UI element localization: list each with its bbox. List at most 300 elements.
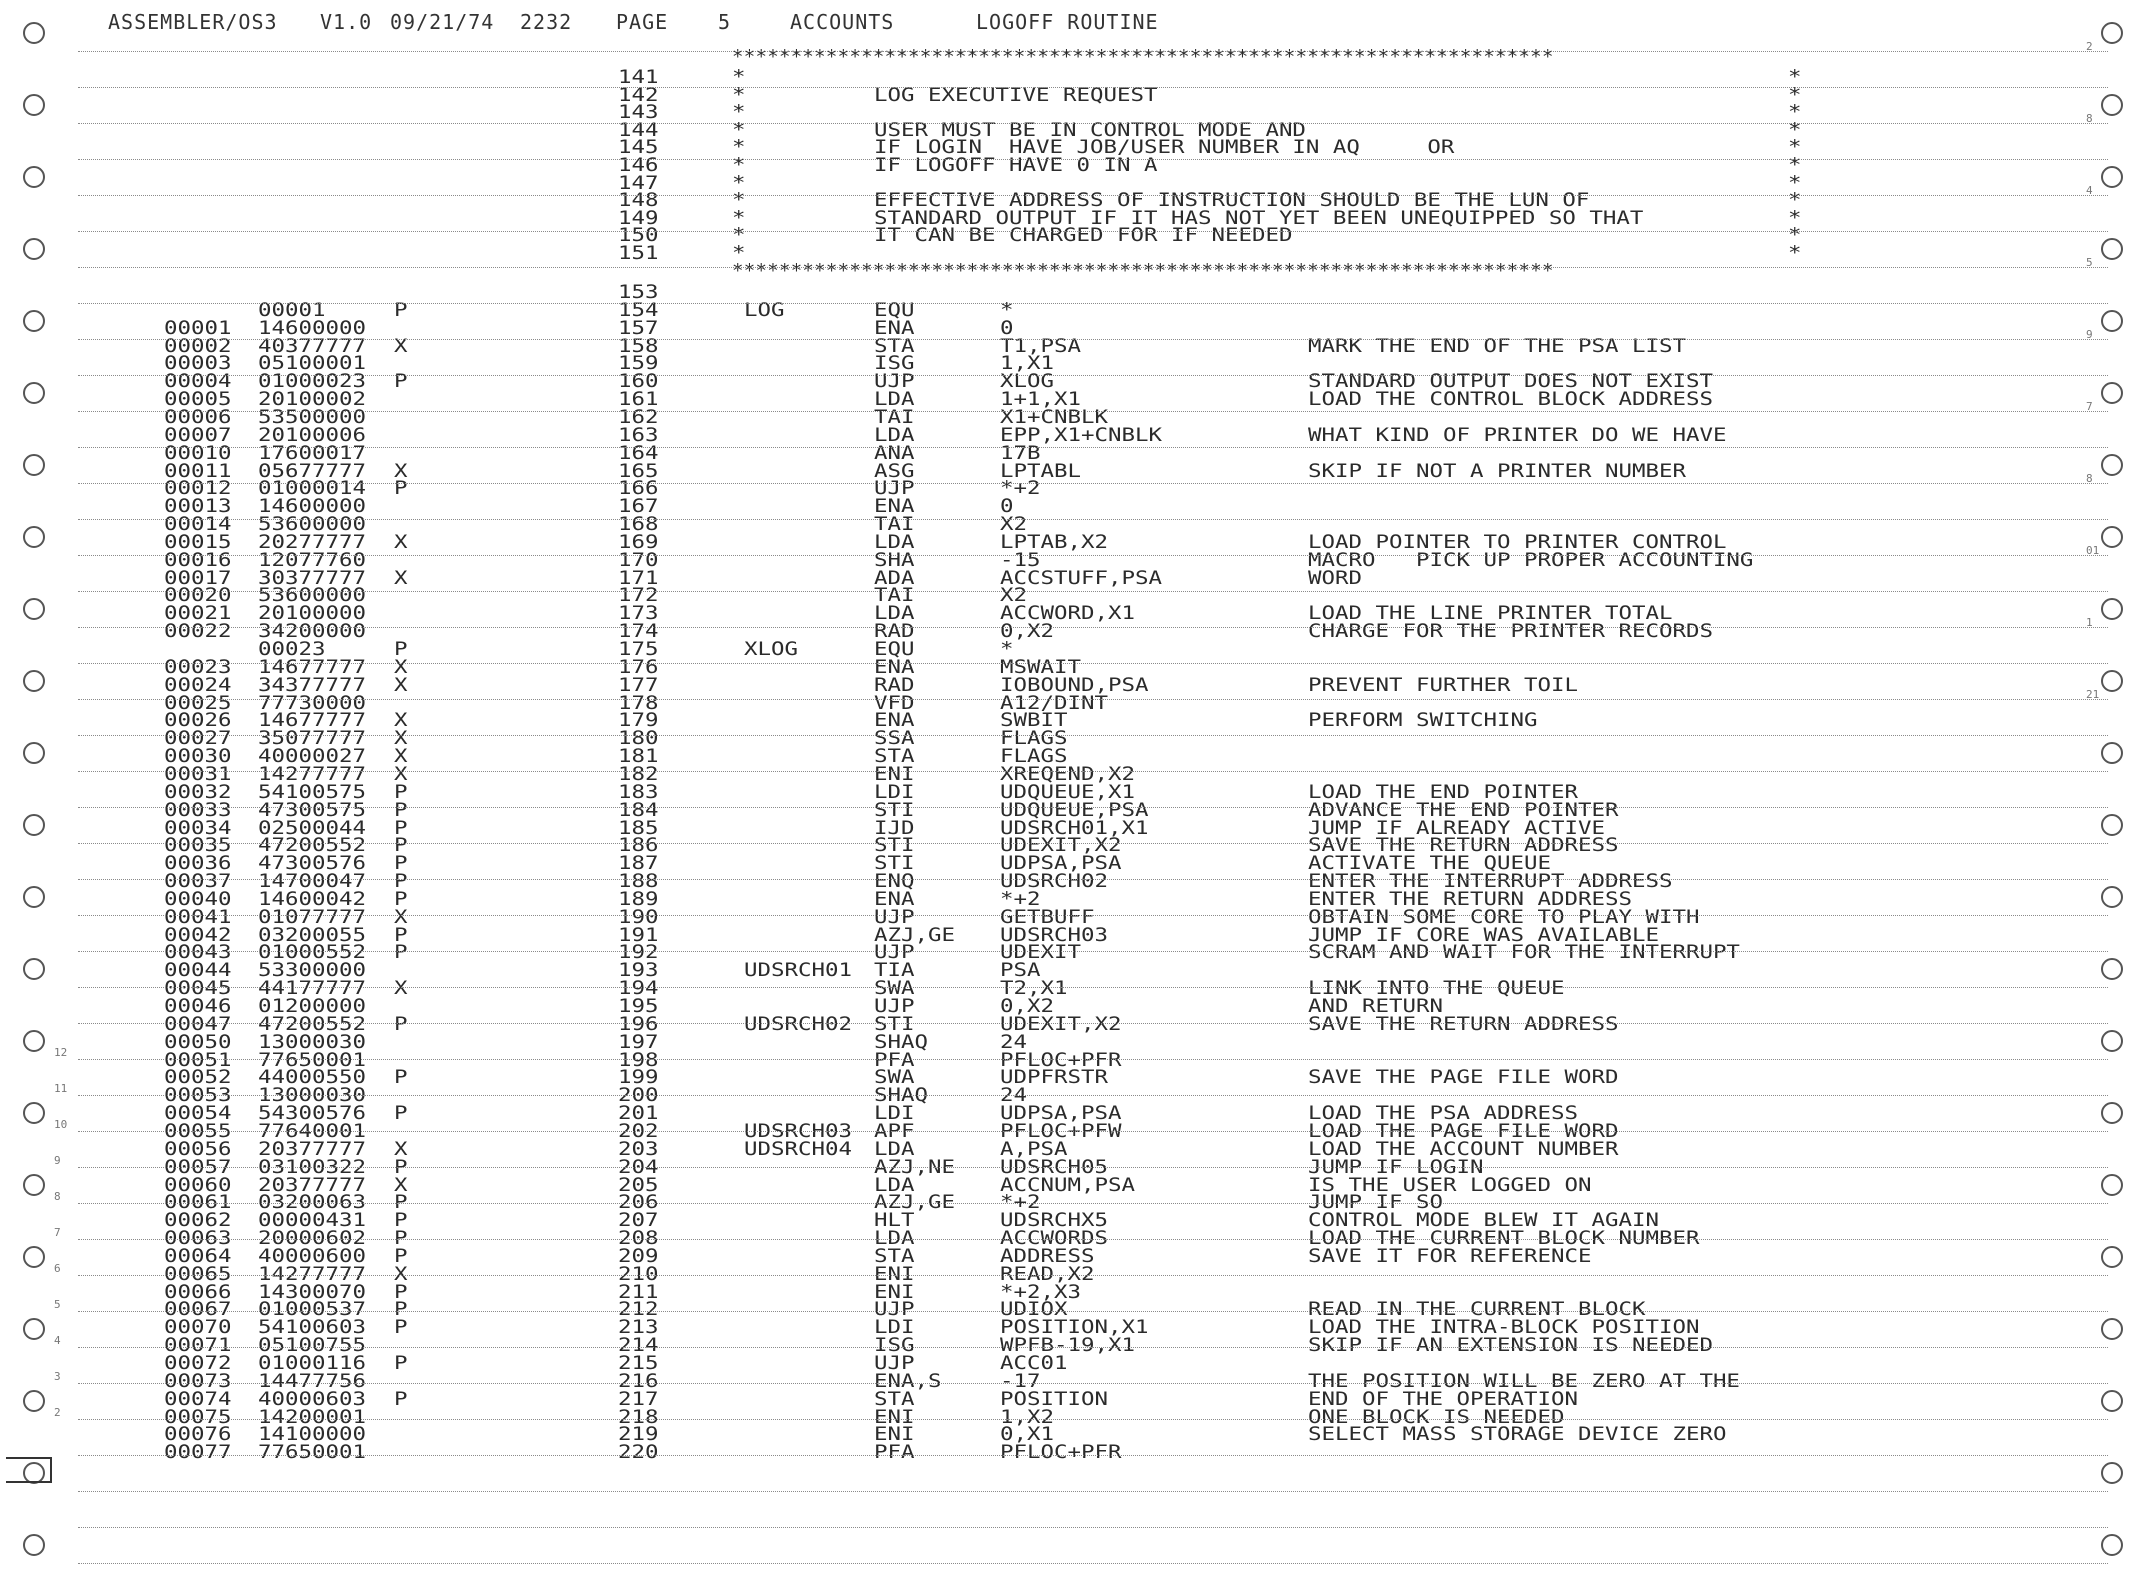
fold-guide-line bbox=[78, 627, 2108, 628]
comment: IS THE USER LOGGED ON bbox=[1308, 1174, 1592, 1196]
relocation-flag: P bbox=[394, 1013, 408, 1035]
line-number: 217 bbox=[618, 1388, 659, 1410]
object-code: 01000552 bbox=[258, 941, 366, 963]
line-number: 207 bbox=[618, 1209, 659, 1231]
line-number: 179 bbox=[618, 709, 659, 731]
relocation-flag: P bbox=[394, 1156, 408, 1178]
line-number: 165 bbox=[618, 460, 659, 482]
operand: UDEXIT,X2 bbox=[1000, 1013, 1122, 1035]
feed-hole bbox=[23, 1174, 45, 1196]
opcode: LDI bbox=[874, 781, 915, 803]
operand: XREQEND,X2 bbox=[1000, 763, 1135, 785]
line-number: 181 bbox=[618, 745, 659, 767]
line-number: 147 bbox=[618, 172, 659, 194]
assembler-version: V1.0 bbox=[320, 10, 373, 34]
opcode: ENA bbox=[874, 495, 915, 517]
operand: UDSRCH02 bbox=[1000, 870, 1108, 892]
location-counter: 00047 bbox=[164, 1013, 232, 1035]
object-code: 05677777 bbox=[258, 460, 366, 482]
right-margin-number: 8 bbox=[2086, 472, 2093, 485]
feed-hole bbox=[2101, 94, 2123, 116]
line-number: 162 bbox=[618, 406, 659, 428]
location-counter: 00054 bbox=[164, 1102, 232, 1124]
line-number: 177 bbox=[618, 674, 659, 696]
comment: JUMP IF SO bbox=[1308, 1191, 1443, 1213]
location-counter: 00073 bbox=[164, 1370, 232, 1392]
operand: LPTABL bbox=[1000, 460, 1081, 482]
comment: OBTAIN SOME CORE TO PLAY WITH bbox=[1308, 906, 1700, 928]
comment: SCRAM AND WAIT FOR THE INTERRUPT bbox=[1308, 941, 1740, 963]
opcode: UJP bbox=[874, 1298, 915, 1320]
comment: SELECT MASS STORAGE DEVICE ZERO bbox=[1308, 1423, 1727, 1445]
relocation-flag: X bbox=[394, 977, 408, 999]
line-number: 184 bbox=[618, 799, 659, 821]
opcode: SSA bbox=[874, 727, 915, 749]
line-number: 198 bbox=[618, 1049, 659, 1071]
object-code: 20000602 bbox=[258, 1227, 366, 1249]
object-code: 01200000 bbox=[258, 995, 366, 1017]
fold-guide-line bbox=[78, 375, 2108, 376]
line-number: 204 bbox=[618, 1156, 659, 1178]
fold-guide-line bbox=[78, 1455, 2108, 1456]
object-code: 05100001 bbox=[258, 352, 366, 374]
program-name: ACCOUNTS bbox=[790, 10, 895, 34]
location-counter: 00040 bbox=[164, 888, 232, 910]
fold-guide-line bbox=[78, 1095, 2108, 1096]
object-code: 40377777 bbox=[258, 335, 366, 357]
box-left-star: * bbox=[732, 172, 746, 194]
fold-guide-line bbox=[78, 1491, 2108, 1492]
location-counter: 00061 bbox=[164, 1191, 232, 1213]
line-number: 153 bbox=[618, 281, 659, 303]
object-code: 20377777 bbox=[258, 1174, 366, 1196]
operand: 0,X1 bbox=[1000, 1423, 1055, 1445]
box-left-star: * bbox=[732, 207, 746, 229]
relocation-flag: P bbox=[394, 370, 408, 392]
feed-hole bbox=[2101, 310, 2123, 332]
opcode: ANA bbox=[874, 442, 915, 464]
location-counter: 00014 bbox=[164, 513, 232, 535]
fold-guide-line bbox=[78, 1239, 2108, 1240]
box-right-star: * bbox=[1788, 66, 1802, 88]
opcode: LDA bbox=[874, 424, 915, 446]
object-code: 05100755 bbox=[258, 1334, 366, 1356]
operand: UDPFRSTR bbox=[1000, 1066, 1108, 1088]
feed-hole bbox=[2101, 454, 2123, 476]
routine-title: LOGOFF ROUTINE bbox=[976, 10, 1159, 34]
operand: LPTAB,X2 bbox=[1000, 531, 1108, 553]
source-label: UDSRCH02 bbox=[744, 1013, 852, 1035]
comment: WORD bbox=[1308, 567, 1363, 589]
feed-hole bbox=[2101, 166, 2123, 188]
line-number: 209 bbox=[618, 1245, 659, 1267]
feed-hole bbox=[23, 886, 45, 908]
object-code: 34200000 bbox=[258, 620, 366, 642]
comment: LOAD THE INTRA-BLOCK POSITION bbox=[1308, 1316, 1700, 1338]
object-code: 14477756 bbox=[258, 1370, 366, 1392]
operand: UDEXIT bbox=[1000, 941, 1081, 963]
line-number: 197 bbox=[618, 1031, 659, 1053]
object-code: 53600000 bbox=[258, 584, 366, 606]
object-code: 77730000 bbox=[258, 692, 366, 714]
relocation-flag: P bbox=[394, 870, 408, 892]
opcode: LDI bbox=[874, 1316, 915, 1338]
opcode: STA bbox=[874, 335, 915, 357]
feed-hole bbox=[2101, 1318, 2123, 1340]
location-counter: 00041 bbox=[164, 906, 232, 928]
location-counter: 00036 bbox=[164, 852, 232, 874]
relocation-flag: X bbox=[394, 567, 408, 589]
box-right-star: * bbox=[1788, 224, 1802, 246]
object-code: 35077777 bbox=[258, 727, 366, 749]
object-code: 01000537 bbox=[258, 1298, 366, 1320]
opcode: LDA bbox=[874, 531, 915, 553]
opcode: TAI bbox=[874, 406, 915, 428]
box-right-star: * bbox=[1788, 172, 1802, 194]
line-number: 220 bbox=[618, 1441, 659, 1463]
relocation-flag: X bbox=[394, 1138, 408, 1160]
object-code: 14200001 bbox=[258, 1406, 366, 1428]
left-margin-number: 6 bbox=[54, 1262, 61, 1275]
relocation-flag: P bbox=[394, 1102, 408, 1124]
opcode: ISG bbox=[874, 352, 915, 374]
comment: ACTIVATE THE QUEUE bbox=[1308, 852, 1551, 874]
location-counter: 00072 bbox=[164, 1352, 232, 1374]
fold-guide-line bbox=[78, 591, 2108, 592]
fold-guide-line bbox=[78, 1419, 2108, 1420]
line-number: 160 bbox=[618, 370, 659, 392]
relocation-flag: X bbox=[394, 763, 408, 785]
opcode: ENA bbox=[874, 656, 915, 678]
comment: MARK THE END OF THE PSA LIST bbox=[1308, 335, 1686, 357]
operand: XLOG bbox=[1000, 370, 1055, 392]
opcode: LDA bbox=[874, 1138, 915, 1160]
comment: THE POSITION WILL BE ZERO AT THE bbox=[1308, 1370, 1740, 1392]
operand: *+2,X3 bbox=[1000, 1281, 1081, 1303]
operand: UDSRCH05 bbox=[1000, 1156, 1108, 1178]
line-number: 151 bbox=[618, 242, 659, 264]
line-number: 175 bbox=[618, 638, 659, 660]
location-counter: 00052 bbox=[164, 1066, 232, 1088]
comment: LOAD THE LINE PRINTER TOTAL bbox=[1308, 602, 1673, 624]
location-counter: 00031 bbox=[164, 763, 232, 785]
location-counter: 00042 bbox=[164, 924, 232, 946]
location-counter: 00032 bbox=[164, 781, 232, 803]
comment: LOAD THE CURRENT BLOCK NUMBER bbox=[1308, 1227, 1700, 1249]
object-code: 01077777 bbox=[258, 906, 366, 928]
operand: POSITION,X1 bbox=[1000, 1316, 1149, 1338]
location-counter: 00071 bbox=[164, 1334, 232, 1356]
relocation-flag: P bbox=[394, 888, 408, 910]
tear-marker bbox=[6, 1457, 52, 1483]
operand: 17B bbox=[1000, 442, 1041, 464]
feed-hole bbox=[2101, 238, 2123, 260]
opcode: LDA bbox=[874, 1174, 915, 1196]
source-label: LOG bbox=[744, 299, 785, 321]
opcode: ASG bbox=[874, 460, 915, 482]
operand: X2 bbox=[1000, 584, 1028, 606]
location-counter: 00012 bbox=[164, 477, 232, 499]
feed-hole bbox=[23, 958, 45, 980]
opcode: RAD bbox=[874, 620, 915, 642]
opcode: IJD bbox=[874, 817, 915, 839]
line-number: 200 bbox=[618, 1084, 659, 1106]
location-counter: 00033 bbox=[164, 799, 232, 821]
relocation-flag: P bbox=[394, 852, 408, 874]
opcode: UJP bbox=[874, 477, 915, 499]
operand: MSWAIT bbox=[1000, 656, 1081, 678]
relocation-flag: P bbox=[394, 1066, 408, 1088]
object-code: 01000014 bbox=[258, 477, 366, 499]
object-code: 54100575 bbox=[258, 781, 366, 803]
source-label: XLOG bbox=[744, 638, 799, 660]
fold-guide-line bbox=[78, 483, 2108, 484]
feed-hole bbox=[2101, 526, 2123, 548]
line-number: 164 bbox=[618, 442, 659, 464]
object-code: 02500044 bbox=[258, 817, 366, 839]
line-number: 187 bbox=[618, 852, 659, 874]
feed-hole bbox=[23, 22, 45, 44]
location-counter: 00044 bbox=[164, 959, 232, 981]
relocation-flag: P bbox=[394, 299, 408, 321]
location-counter: 00063 bbox=[164, 1227, 232, 1249]
operand: IOBOUND,PSA bbox=[1000, 674, 1149, 696]
comment: SAVE THE PAGE FILE WORD bbox=[1308, 1066, 1619, 1088]
left-margin-number: 10 bbox=[54, 1118, 68, 1131]
location-counter: 00015 bbox=[164, 531, 232, 553]
comment: ADVANCE THE END POINTER bbox=[1308, 799, 1619, 821]
location-counter: 00051 bbox=[164, 1049, 232, 1071]
object-code: 54100603 bbox=[258, 1316, 366, 1338]
fold-guide-line bbox=[78, 1059, 2108, 1060]
fold-guide-line bbox=[78, 663, 2108, 664]
object-code: 14300070 bbox=[258, 1281, 366, 1303]
relocation-flag: P bbox=[394, 1316, 408, 1338]
operand: -15 bbox=[1000, 549, 1041, 571]
feed-hole bbox=[23, 670, 45, 692]
operand: FLAGS bbox=[1000, 745, 1068, 767]
comment: SAVE THE RETURN ADDRESS bbox=[1308, 834, 1619, 856]
left-margin-number: 5 bbox=[54, 1298, 61, 1311]
feed-hole bbox=[23, 382, 45, 404]
location-counter: 00021 bbox=[164, 602, 232, 624]
operand: ACCWORDS bbox=[1000, 1227, 1108, 1249]
opcode: AZJ,GE bbox=[874, 924, 955, 946]
fold-guide-line bbox=[78, 303, 2108, 304]
line-number: 202 bbox=[618, 1120, 659, 1142]
feed-hole bbox=[2101, 1246, 2123, 1268]
object-code: 01000116 bbox=[258, 1352, 366, 1374]
location-counter: 00057 bbox=[164, 1156, 232, 1178]
line-number: 201 bbox=[618, 1102, 659, 1124]
relocation-flag: P bbox=[394, 817, 408, 839]
comment: JUMP IF ALREADY ACTIVE bbox=[1308, 817, 1605, 839]
line-number: 183 bbox=[618, 781, 659, 803]
relocation-flag: P bbox=[394, 834, 408, 856]
opcode: EQU bbox=[874, 299, 915, 321]
location-counter: 00006 bbox=[164, 406, 232, 428]
opcode: STI bbox=[874, 834, 915, 856]
opcode: STI bbox=[874, 799, 915, 821]
object-code: 20277777 bbox=[258, 531, 366, 553]
line-number: 180 bbox=[618, 727, 659, 749]
line-number: 194 bbox=[618, 977, 659, 999]
location-counter: 00076 bbox=[164, 1423, 232, 1445]
fold-guide-line bbox=[78, 1203, 2108, 1204]
box-left-star: * bbox=[732, 224, 746, 246]
opcode: TAI bbox=[874, 584, 915, 606]
location-counter: 00067 bbox=[164, 1298, 232, 1320]
line-number: 210 bbox=[618, 1263, 659, 1285]
location-counter: 00024 bbox=[164, 674, 232, 696]
comment: CHARGE FOR THE PRINTER RECORDS bbox=[1308, 620, 1713, 642]
fold-guide-line bbox=[78, 1167, 2108, 1168]
location-counter: 00035 bbox=[164, 834, 232, 856]
fold-guide-line bbox=[78, 915, 2108, 916]
operand: *+2 bbox=[1000, 888, 1041, 910]
feed-hole bbox=[2101, 22, 2123, 44]
fold-guide-line bbox=[78, 1563, 2108, 1564]
left-margin-number: 12 bbox=[54, 1046, 68, 1059]
relocation-flag: X bbox=[394, 1174, 408, 1196]
object-code: 03200063 bbox=[258, 1191, 366, 1213]
object-code: 14677777 bbox=[258, 656, 366, 678]
relocation-flag: P bbox=[394, 799, 408, 821]
operand: PFLOC+PFW bbox=[1000, 1120, 1122, 1142]
opcode: ISG bbox=[874, 1334, 915, 1356]
opcode: SWA bbox=[874, 1066, 915, 1088]
box-right-star: * bbox=[1788, 119, 1802, 141]
relocation-flag: P bbox=[394, 941, 408, 963]
location-counter: 00002 bbox=[164, 335, 232, 357]
operand: T1,PSA bbox=[1000, 335, 1081, 357]
operand: 1+1,X1 bbox=[1000, 388, 1081, 410]
opcode: ENA bbox=[874, 317, 915, 339]
box-left-star: * bbox=[732, 66, 746, 88]
feed-hole bbox=[23, 526, 45, 548]
location-counter: 00003 bbox=[164, 352, 232, 374]
feed-hole bbox=[23, 1246, 45, 1268]
feed-hole bbox=[23, 1534, 45, 1556]
opcode: UJP bbox=[874, 1352, 915, 1374]
location-counter: 00037 bbox=[164, 870, 232, 892]
line-number: 176 bbox=[618, 656, 659, 678]
object-code: 13000030 bbox=[258, 1084, 366, 1106]
comment: LOAD THE ACCOUNT NUMBER bbox=[1308, 1138, 1619, 1160]
line-number: 196 bbox=[618, 1013, 659, 1035]
relocation-flag: P bbox=[394, 1388, 408, 1410]
comment: SAVE THE RETURN ADDRESS bbox=[1308, 1013, 1619, 1035]
opcode: STA bbox=[874, 1388, 915, 1410]
object-code: 00000431 bbox=[258, 1209, 366, 1231]
operand: PFLOC+PFR bbox=[1000, 1049, 1122, 1071]
location-counter: 00017 bbox=[164, 567, 232, 589]
box-comment-text: USER MUST BE IN CONTROL MODE AND bbox=[874, 119, 1306, 141]
line-number: 168 bbox=[618, 513, 659, 535]
opcode: LDA bbox=[874, 388, 915, 410]
line-number: 206 bbox=[618, 1191, 659, 1213]
operand: READ,X2 bbox=[1000, 1263, 1095, 1285]
feed-hole bbox=[23, 238, 45, 260]
line-number: 161 bbox=[618, 388, 659, 410]
object-code: 14277777 bbox=[258, 1263, 366, 1285]
line-number: 173 bbox=[618, 602, 659, 624]
operand: ADDRESS bbox=[1000, 1245, 1095, 1267]
right-margin-number: 4 bbox=[2086, 184, 2093, 197]
left-margin-number: 7 bbox=[54, 1226, 61, 1239]
opcode: AZJ,GE bbox=[874, 1191, 955, 1213]
operand: T2,X1 bbox=[1000, 977, 1068, 999]
box-left-star: * bbox=[732, 154, 746, 176]
operand: -17 bbox=[1000, 1370, 1041, 1392]
fold-guide-line bbox=[78, 447, 2108, 448]
box-right-star: * bbox=[1788, 189, 1802, 211]
object-code: 53600000 bbox=[258, 513, 366, 535]
fold-guide-line bbox=[78, 1527, 2108, 1528]
object-code: 40000600 bbox=[258, 1245, 366, 1267]
feed-hole bbox=[23, 742, 45, 764]
operand: POSITION bbox=[1000, 1388, 1108, 1410]
line-number: 172 bbox=[618, 584, 659, 606]
location-counter: 00011 bbox=[164, 460, 232, 482]
relocation-flag: X bbox=[394, 709, 408, 731]
relocation-flag: X bbox=[394, 674, 408, 696]
line-number: 141 bbox=[618, 66, 659, 88]
location-counter: 00013 bbox=[164, 495, 232, 517]
opcode: ENI bbox=[874, 763, 915, 785]
line-number: 203 bbox=[618, 1138, 659, 1160]
object-code: 47200552 bbox=[258, 834, 366, 856]
fold-guide-line bbox=[78, 267, 2108, 268]
object-code: 12077760 bbox=[258, 549, 366, 571]
comment: STANDARD OUTPUT DOES NOT EXIST bbox=[1308, 370, 1713, 392]
comment: SKIP IF NOT A PRINTER NUMBER bbox=[1308, 460, 1686, 482]
opcode: UJP bbox=[874, 906, 915, 928]
source-label: UDSRCH01 bbox=[744, 959, 852, 981]
right-margin-number: 8 bbox=[2086, 112, 2093, 125]
comment: LINK INTO THE QUEUE bbox=[1308, 977, 1565, 999]
relocation-flag: X bbox=[394, 1263, 408, 1285]
location-counter: 00060 bbox=[164, 1174, 232, 1196]
location-counter: 00004 bbox=[164, 370, 232, 392]
comment: SAVE IT FOR REFERENCE bbox=[1308, 1245, 1592, 1267]
operand: ACCWORD,X1 bbox=[1000, 602, 1135, 624]
right-margin-number: 9 bbox=[2086, 328, 2093, 341]
opcode: TAI bbox=[874, 513, 915, 535]
operand: WPFB-19,X1 bbox=[1000, 1334, 1135, 1356]
fold-guide-line bbox=[78, 843, 2108, 844]
box-left-star: * bbox=[732, 101, 746, 123]
comment: PREVENT FURTHER TOIL bbox=[1308, 674, 1578, 696]
relocation-flag: X bbox=[394, 745, 408, 767]
comment: AND RETURN bbox=[1308, 995, 1443, 1017]
operand: * bbox=[1000, 638, 1014, 660]
fold-guide-line bbox=[78, 771, 2108, 772]
operand: 0,X2 bbox=[1000, 620, 1055, 642]
line-number: 208 bbox=[618, 1227, 659, 1249]
relocation-flag: P bbox=[394, 638, 408, 660]
object-code: 34377777 bbox=[258, 674, 366, 696]
operand: X1+CNBLK bbox=[1000, 406, 1108, 428]
comment: ONE BLOCK IS NEEDED bbox=[1308, 1406, 1565, 1428]
operand: *+2 bbox=[1000, 477, 1041, 499]
fold-guide-line bbox=[78, 195, 2108, 196]
object-code: 77650001 bbox=[258, 1441, 366, 1463]
operand: GETBUFF bbox=[1000, 906, 1095, 928]
line-number: 159 bbox=[618, 352, 659, 374]
fold-guide-line bbox=[78, 51, 2108, 52]
location-counter: 00077 bbox=[164, 1441, 232, 1463]
